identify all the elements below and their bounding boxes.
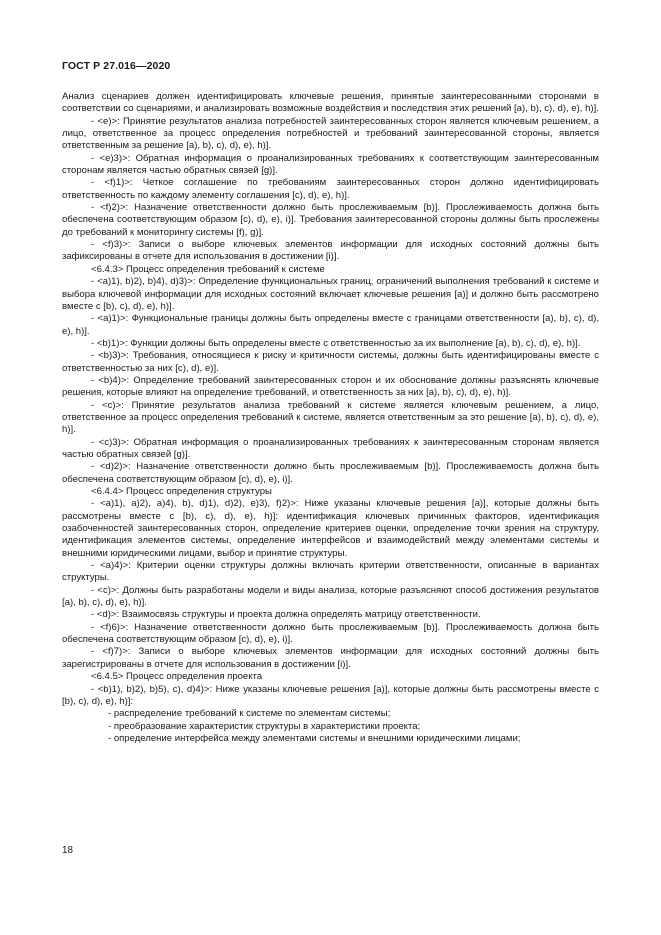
body-paragraph: - <b)4)>: Определение требований заинтересованных сторон и их обоснование должны разъяснять ключевые решения, которые влияют на определение требований, и ответственность за них [a), b), c), d), e), h)]. — [62, 374, 599, 399]
body-paragraph: - <e)3)>: Обратная информация о проанализированных требованиях к соответствующим заинтересованным сторонам является частью обратных связей [g)]. — [62, 152, 599, 177]
list-item: - распределение требований к системе по элементам системы; — [108, 708, 391, 720]
page-number: 18 — [62, 845, 73, 856]
body-paragraph: - <f)7)>: Записи о выборе ключевых элементов информации для исходных состояний должны быть зарегистрированы в отчете для использования в достижении [i)]. — [62, 646, 599, 670]
body-paragraph: - <f)2)>: Назначение ответственности должно быть прослеживаемым [b)]. Прослеживаемость должна быть обеспечена соответствующим образом [c), d), e), i)]. Требования заинтересованной стороны должны быть прослежены до требований к мониторингу системы [f), g)]. — [62, 202, 599, 238]
body-paragraph: - <f)1)>: Четкое соглашение по требованиям заинтересованных сторон должно идентифицировать ответственность по каждому элементу соглашения [c), d), e), h)]. — [62, 177, 599, 201]
body-paragraph: - <d)2)>: Назначение ответственности должно быть прослеживаемым [b)]. Прослеживаемость должна быть обеспечена соответствующим образом [c), d), e), i)]. — [62, 461, 599, 485]
body-paragraph: - <c)>: Должны быть разработаны модели и виды анализа, которые разъясняют способ достижения результатов [a), b), c), d), e), h)]. — [62, 584, 599, 609]
list-item: - определение интерфейса между элементами системы и внешними юридическими лицами; — [108, 732, 521, 744]
body-paragraph: <6.4.4> Процесс определения структуры — [91, 486, 272, 497]
body-paragraph: - <f)3)>: Записи о выборе ключевых элементов информации для исходных состояний должны быть зафиксированы в отчете для использования в достижении [i)]. — [62, 239, 599, 263]
body-paragraph: - <b)1), b)2), b)5), c), d)4)>: Ниже указаны ключевые решения [a)], которые должны быть рассмотрены вместе с [b), c), d), e), h)]: — [62, 683, 599, 707]
body-paragraph: - <a)1), b)2), b)4), d)3)>: Определение функциональных границ, ограничений выполнения требований к системе и выбора ключевой информации для исходных состояний включает ключевые решения [a)] и должно быть рассмотрено вместе с [b), c), d), e), h)]. — [62, 276, 599, 312]
body-paragraph: <6.4.3> Процесс определения требований к системе — [91, 263, 325, 275]
body-paragraph: - <e)>: Принятие результатов анализа потребностей заинтересованных сторон является ключевым решением, а лицо, ответственное за процесс определения потребностей и требований заинтересованной стороны, является ответственным за решение [a), b), c), d), e), h)]. — [62, 115, 599, 152]
document-header: ГОСТ Р 27.016—2020 — [62, 60, 171, 72]
body-paragraph: - <a)1)>: Функциональные границы должны быть определены вместе с границами ответственности [a), b), c), d), e), h)]. — [62, 313, 599, 337]
body-paragraph: - <b)1)>: Функции должны быть определены вместе с ответственностью за их выполнение [a), b), c), d), e), h)]. — [91, 337, 581, 349]
body-paragraph: <6.4.5> Процесс определения проекта — [91, 671, 263, 683]
list-item: - преобразование характеристик структуры в характеристики проекта; — [108, 720, 421, 732]
body-paragraph: Анализ сценариев должен идентифицировать ключевые решения, принятые заинтересованными сторонами в соответствии со сценариями, и анализировать возможные воздействия и последствия этих решений [a), b), c), d), e), h)]. — [62, 91, 599, 115]
body-paragraph: - <a)4)>: Критерии оценки структуры должны включать критерии ответственности, описанные в вариантах структуры. — [62, 560, 599, 584]
document-body — [62, 91, 599, 745]
body-paragraph: - <f)6)>: Назначение ответственности должно быть прослеживаемым [b)]. Прослеживаемость должна быть обеспечена соответствующим образом [c), d), e), i)]. — [62, 621, 599, 646]
body-paragraph: - <c)3)>: Обратная информация о проанализированных требованиях к заинтересованным сторонам является частью обратных связей [g)]. — [62, 436, 599, 460]
body-paragraph: - <d)>: Взаимосвязь структуры и проекта должна определять матрицу ответственности. — [91, 609, 481, 621]
body-paragraph: - <a)1), a)2), a)4), b), d)1), d)2), e)3), f)2)>: Ниже указаны ключевые решения [a)], которые должны быть рассмотрены вместе с [b), c), d), e), h)]: идентификация ключевых причинных факторов, идентификация озабоченностей заинтересованных сторон, определение критериев оценки, определение точки зрения на структуру, идентификация элементов системы, определение интерфейсов и взаимодействий между элементами системы и внешними юридическими лицами, выбор и принятие структуры. — [62, 498, 599, 559]
body-paragraph: - <c)>: Принятие результатов анализа требований к системе является ключевым решением, а лицо, ответственное за процесс определения требований к системе, является ответственным за это решение [a), b), c), d), e), h)]. — [62, 399, 599, 436]
body-paragraph: - <b)3)>: Требования, относящиеся к риску и критичности системы, должны быть идентифицированы вместе с ответственностью за них [c), d), e)]. — [62, 350, 599, 374]
